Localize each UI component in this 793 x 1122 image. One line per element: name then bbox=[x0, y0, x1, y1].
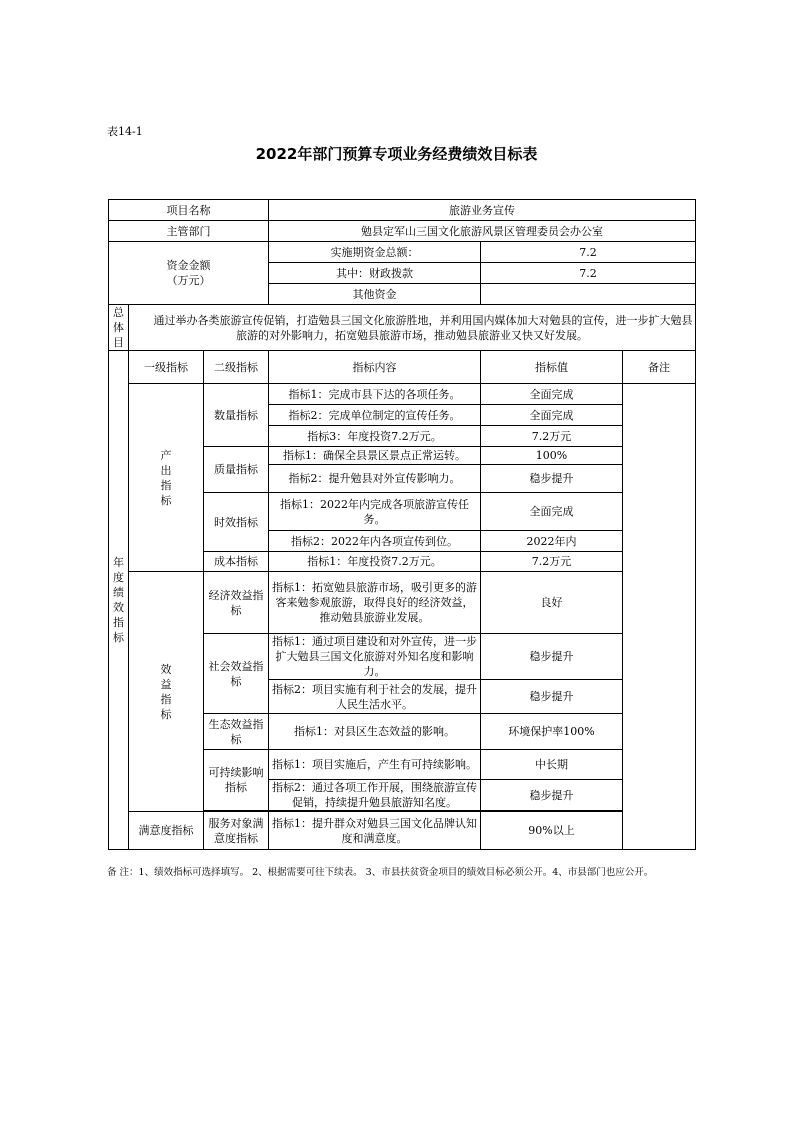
column-header-remark: 备注 bbox=[623, 351, 696, 384]
timeliness-indicator-label: 时效指标 bbox=[204, 493, 269, 552]
service-satisfaction-label: 服务对象满意度指标 bbox=[204, 812, 269, 850]
department-label: 主管部门 bbox=[109, 221, 269, 242]
funds-total-label: 实施期资金总额： bbox=[269, 242, 481, 263]
indicator-content: 指标1：拓宽勉县旅游市场，吸引更多的游客来勉参观旅游，取得良好的经济效益，推动勉县旅游业发展。 bbox=[269, 572, 481, 634]
indicator-content: 指标2：提升勉县对外宣传影响力。 bbox=[269, 465, 481, 493]
satisfaction-indicator-label: 满意度指标 bbox=[129, 812, 204, 850]
social-benefit-label: 社会效益指标 bbox=[204, 634, 269, 714]
sustainable-impact-label: 可持续影响指标 bbox=[204, 750, 269, 811]
project-name-value: 旅游业务宣传 bbox=[269, 200, 696, 221]
project-name-row bbox=[109, 200, 696, 221]
funds-label: 资金金额 （万元） bbox=[109, 242, 269, 305]
indicator-content: 指标1：通过项目建设和对外宣传，进一步扩大勉县三国文化旅游对外知名度和影响力。 bbox=[269, 634, 481, 680]
funds-other-value bbox=[481, 284, 696, 305]
economic-benefit-label: 经济效益指标 bbox=[204, 572, 269, 634]
indicator-content: 指标2：通过各项工作开展，围绕旅游宣传促销，持续提升勉县旅游知名度。 bbox=[269, 780, 481, 811]
funds-fiscal-label: 其中：财政拨款 bbox=[269, 263, 481, 284]
indicator-value: 稳步提升 bbox=[481, 680, 623, 714]
funds-fiscal-value: 7.2 bbox=[481, 263, 696, 284]
indicator-value: 2022年内 bbox=[481, 531, 623, 552]
table-row bbox=[109, 384, 696, 405]
indicator-value: 稳步提升 bbox=[481, 780, 623, 811]
indicator-value: 全面完成 bbox=[481, 384, 623, 405]
indicator-value: 90%以上 bbox=[481, 812, 623, 850]
indicator-content: 指标1：提升群众对勉县三国文化品牌认知度和满意度。 bbox=[269, 812, 481, 850]
project-name-label: 项目名称 bbox=[109, 200, 269, 221]
quantity-indicator-label: 数量指标 bbox=[204, 384, 269, 447]
indicator-content: 指标1：确保全县景区景点正常运转。 bbox=[269, 447, 481, 465]
funds-total-row bbox=[109, 242, 696, 263]
indicator-value: 全面完成 bbox=[481, 493, 623, 531]
table-row bbox=[109, 812, 696, 850]
indicator-content: 指标1：2022年内完成各项旅游宣传任务。 bbox=[269, 493, 481, 531]
indicator-value: 稳步提升 bbox=[481, 465, 623, 493]
performance-target-table bbox=[108, 199, 696, 850]
indicator-header-row bbox=[109, 351, 696, 384]
summary-text: 通过举办各类旅游宣传促销，打造勉县三国文化旅游胜地，并利用国内媒体加大对勉县的宣传，进一步扩大勉县旅游的对外影响力，拓宽勉县旅游市场，推动勉县旅游业又快又好发展。 bbox=[129, 305, 696, 351]
footnote: 备 注：1、绩效指标可选择填写。 2、根据需要可往下续表。 3、市县扶贫资金项目的绩效目标必须公开。4、市县部门也应公开。 bbox=[107, 867, 654, 878]
indicator-value: 7.2万元 bbox=[481, 552, 623, 572]
funds-other-label: 其他资金 bbox=[269, 284, 481, 305]
table-number: 表14-1 bbox=[107, 125, 143, 138]
funds-total-value: 7.2 bbox=[481, 242, 696, 263]
output-indicator-label: 产出指标 bbox=[129, 384, 204, 572]
summary-label: 总体目 bbox=[109, 305, 129, 351]
benefit-indicator-label: 效益指标 bbox=[129, 572, 204, 812]
indicator-content: 指标2：完成单位制定的宣传任务。 bbox=[269, 405, 481, 426]
column-header-content: 指标内容 bbox=[269, 351, 481, 384]
cost-indicator-label: 成本指标 bbox=[204, 552, 269, 572]
summary-row bbox=[109, 305, 696, 351]
department-row bbox=[109, 221, 696, 242]
quality-indicator-label: 质量指标 bbox=[204, 447, 269, 493]
indicator-value: 中长期 bbox=[481, 750, 623, 780]
indicator-value: 7.2万元 bbox=[481, 426, 623, 447]
indicator-value: 良好 bbox=[481, 572, 623, 634]
column-header-value: 指标值 bbox=[481, 351, 623, 384]
indicator-content: 指标1：对县区生态效益的影响。 bbox=[269, 714, 481, 750]
indicator-content: 指标1：完成市县下达的各项任务。 bbox=[269, 384, 481, 405]
indicator-value: 100% bbox=[481, 447, 623, 465]
remark-cell bbox=[623, 384, 696, 850]
indicator-content: 指标2：2022年内各项宣传到位。 bbox=[269, 531, 481, 552]
indicator-value: 稳步提升 bbox=[481, 634, 623, 680]
ecological-benefit-label: 生态效益指标 bbox=[204, 714, 269, 750]
indicator-value: 环境保护率100% bbox=[481, 714, 623, 750]
table-row bbox=[109, 572, 696, 634]
page-title: 2022年部门预算专项业务经费绩效目标表 bbox=[255, 145, 538, 163]
column-header-level2: 二级指标 bbox=[204, 351, 269, 384]
department-value: 勉县定军山三国文化旅游风景区管理委员会办公室 bbox=[269, 221, 696, 242]
indicator-content: 指标3：年度投资7.2万元。 bbox=[269, 426, 481, 447]
indicator-content: 指标1：项目实施后，产生有可持续影响。 bbox=[269, 750, 481, 780]
annual-indicators-label: 年度绩效指标 bbox=[109, 351, 129, 850]
indicator-content: 指标1：年度投资7.2万元。 bbox=[269, 552, 481, 572]
indicator-content: 指标2：项目实施有利于社会的发展，提升人民生活水平。 bbox=[269, 680, 481, 714]
indicator-value: 全面完成 bbox=[481, 405, 623, 426]
column-header-level1: 一级指标 bbox=[129, 351, 204, 384]
